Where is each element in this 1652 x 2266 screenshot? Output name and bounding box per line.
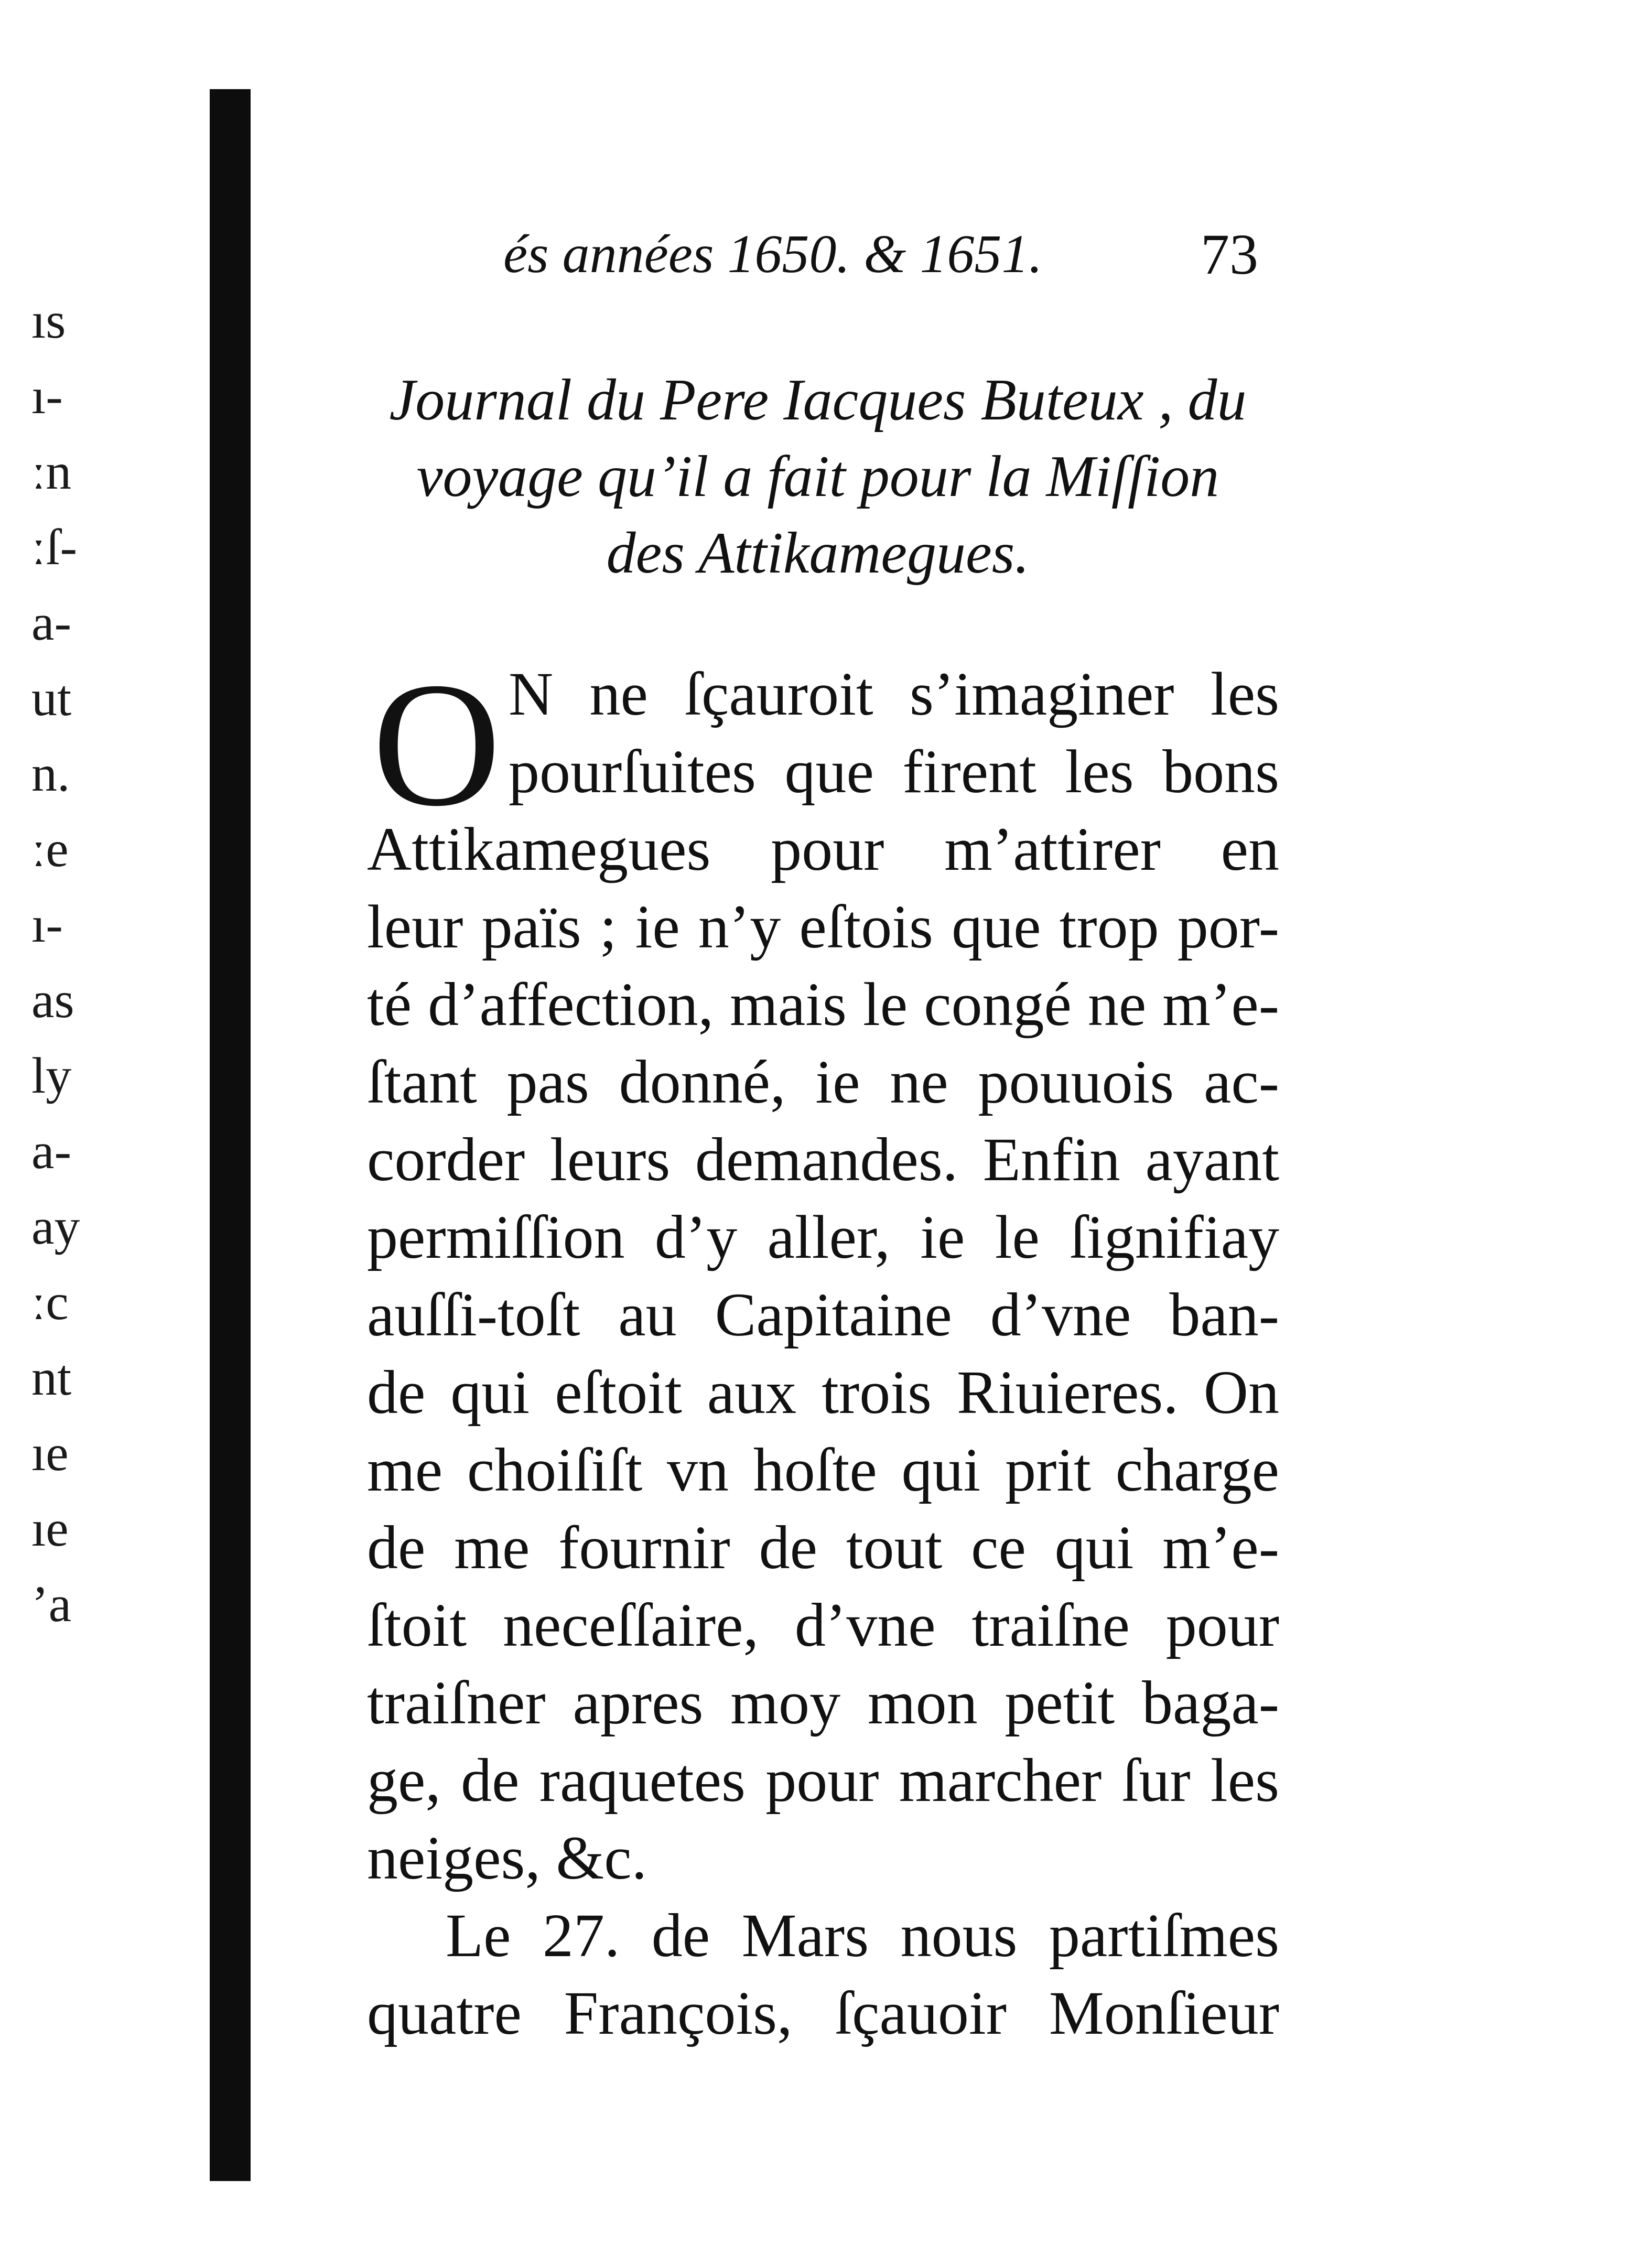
facing-fragment: as [31, 972, 74, 1029]
facing-fragment: ı- [31, 897, 63, 953]
facing-fragment: a- [31, 595, 72, 651]
facing-fragment: n. [31, 746, 70, 802]
facing-fragment: ut [31, 670, 72, 727]
text-line: Le 27. de Mars nous partiſmes [446, 1901, 1279, 1970]
text-line: pourſuites que firent les bons [509, 737, 1279, 806]
text-line: quatre François, ſçauoir Monſieur [367, 1979, 1279, 2047]
binding-gutter [210, 89, 251, 2181]
text-line: neiges, &c. [367, 1823, 647, 1892]
text-line: Attikamegues pour m’attirer en [367, 815, 1279, 883]
text-line: de me fournir de tout ce qui m’e- [367, 1513, 1279, 1582]
facing-fragment: ıs [31, 293, 66, 349]
facing-fragment: ːn [31, 444, 72, 500]
text-line: té d’affection, mais le congé ne m’e- [367, 970, 1279, 1039]
text-line: ſtant pas donné, ie ne pouuois ac- [367, 1048, 1279, 1116]
running-head: és années 1650. & 1651. [503, 224, 1043, 284]
text-line: de qui eſtoit aux trois Riuieres. On [367, 1358, 1279, 1427]
text-line: ge, de raquetes pour marcher ſur les [367, 1746, 1279, 1815]
text-line: me choiſiſt vn hoſte qui prit charge [367, 1436, 1279, 1504]
text-line: traiſner apres moy mon petit baga- [367, 1668, 1279, 1737]
text-line: ſtoit neceſſaire, d’vne traiſne pour [367, 1591, 1279, 1659]
text-line: N ne ſçauroit s’imaginer les [509, 660, 1279, 728]
heading-line: des Attikamegues. [606, 521, 1030, 586]
facing-fragment: nt [31, 1350, 72, 1406]
page-number: 73 [1201, 222, 1258, 286]
text-line: permiſſion d’y aller, ie le ſignifiay [367, 1203, 1279, 1271]
text-line: auſſi-toſt au Capitaine d’vne ban- [367, 1280, 1279, 1349]
facing-fragment: ly [31, 1048, 72, 1104]
facing-fragment: ıe [31, 1425, 69, 1482]
facing-fragment: ay [31, 1199, 80, 1255]
section-heading [362, 362, 1274, 591]
facing-page-fragments [31, 283, 157, 1642]
facing-fragment: ːc [31, 1274, 69, 1331]
drop-cap: O [372, 645, 501, 843]
facing-fragment: ıe [31, 1501, 69, 1557]
facing-fragment: ːſ- [31, 519, 78, 576]
facing-fragment: a- [31, 1123, 72, 1180]
facing-fragment: ’a [31, 1576, 72, 1633]
text-line: leur païs ; ie n’y eſtois que trop por- [367, 892, 1279, 961]
body-text [367, 645, 1279, 2052]
heading-line: Journal du Pere Iacques Buteux , du [389, 368, 1247, 433]
text-line: corder leurs demandes. Enfin ayant [367, 1125, 1279, 1194]
facing-fragment: ı- [31, 368, 63, 425]
facing-fragment: ːe [31, 821, 69, 878]
heading-line: voyage qu’il a fait pour la Miſſion [416, 444, 1219, 509]
